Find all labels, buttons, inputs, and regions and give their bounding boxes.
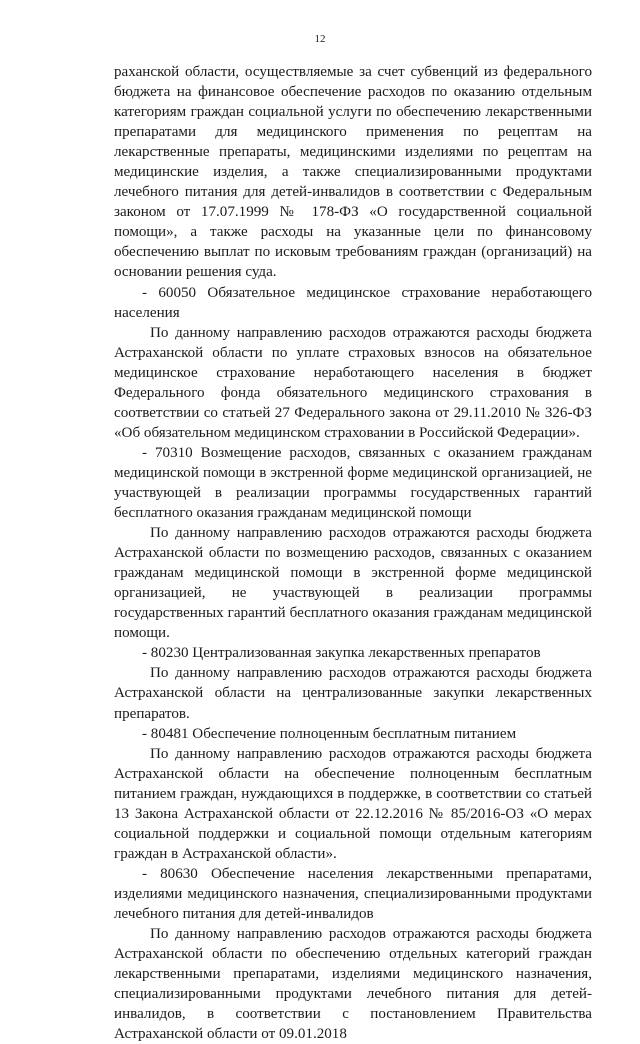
paragraph: По данному направлению расходов отражаются расходы бюджета Астраханской области по возмещению расходов, связанных с оказанием гражданам медицинской помощи в экстренной форме медицинской организацией, не участвующей в реализации программы государственных гарантий бесплатного оказания гражданам медицинской помощи. xyxy=(114,525,592,642)
page-number: 12 xyxy=(314,33,326,45)
document-body xyxy=(114,62,592,1044)
budget-item-heading: - 60050 Обязательное медицинское страхование неработающего населения xyxy=(114,284,592,321)
paragraph: По данному направлению расходов отражаются расходы бюджета Астраханской области по обеспечению отдельных категорий граждан лекарственными препаратами, изделиями медицинского назначения, специализированными продуктами лечебного питания для детей-инвалидов, в соответствии с постановлением Правительства Астраханской области от 09.01.2018 xyxy=(114,926,592,1043)
paragraph-continuation: раханской области, осуществляемые за счет субвенций из федерального бюджета на финансовое обеспечение расходов по оказанию отдельным категориям граждан социальной услуги по обеспечению лекарственными препаратами для медицинского применения по рецептам на лекарственные препараты, медицинскими изделиями по рецептам на медицинские изделия, а также специализированными продуктами лечебного питания для детей-инвалидов в соответствии с Федеральным законом от 17.07.1999 № 178-ФЗ «О государственной социальной помощи», а также расходы на указанные цели по финансовому обеспечению выплат по исковым требованиям граждан (организаций) на основании решения суда. xyxy=(114,64,592,281)
budget-item-heading: - 70310 Возмещение расходов, связанных с оказанием гражданам медицинской помощи в экстренной форме медицинской организацией, не участвующей в реализации программы государственных гарантий бесплатного оказания гражданам медицинской помощи xyxy=(114,444,592,522)
budget-item-heading: - 80630 Обеспечение населения лекарственными препаратами, изделиями медицинского назначения, специализированными продуктами лечебного питания для детей-инвалидов xyxy=(114,865,592,922)
paragraph: По данному направлению расходов отражаются расходы бюджета Астраханской области на обеспечение полноценным бесплатным питанием граждан, нуждающихся в поддержке, в соответствии со статьей 13 Закона Астраханской области от 22.12.2016 № 85/2016-ОЗ «О мерах социальной поддержки и социальной помощи отдельным категориям граждан в Астраханской области». xyxy=(114,745,592,862)
paragraph: По данному направлению расходов отражаются расходы бюджета Астраханской области на централизованные закупки лекарственных препаратов. xyxy=(114,665,592,722)
budget-item-heading: - 80230 Централизованная закупка лекарственных препаратов xyxy=(142,645,541,662)
budget-item-heading: - 80481 Обеспечение полноценным бесплатным питанием xyxy=(142,725,517,742)
paragraph: По данному направлению расходов отражаются расходы бюджета Астраханской области по уплате страховых взносов на обязательное медицинское страхование неработающего населения в бюджет Федерального фонда обязательного медицинского страхования в соответствии со статьей 27 Федерального закона от 29.11.2010 № 326-ФЗ «Об обязательном медицинском страховании в Российской Федерации». xyxy=(114,324,592,441)
